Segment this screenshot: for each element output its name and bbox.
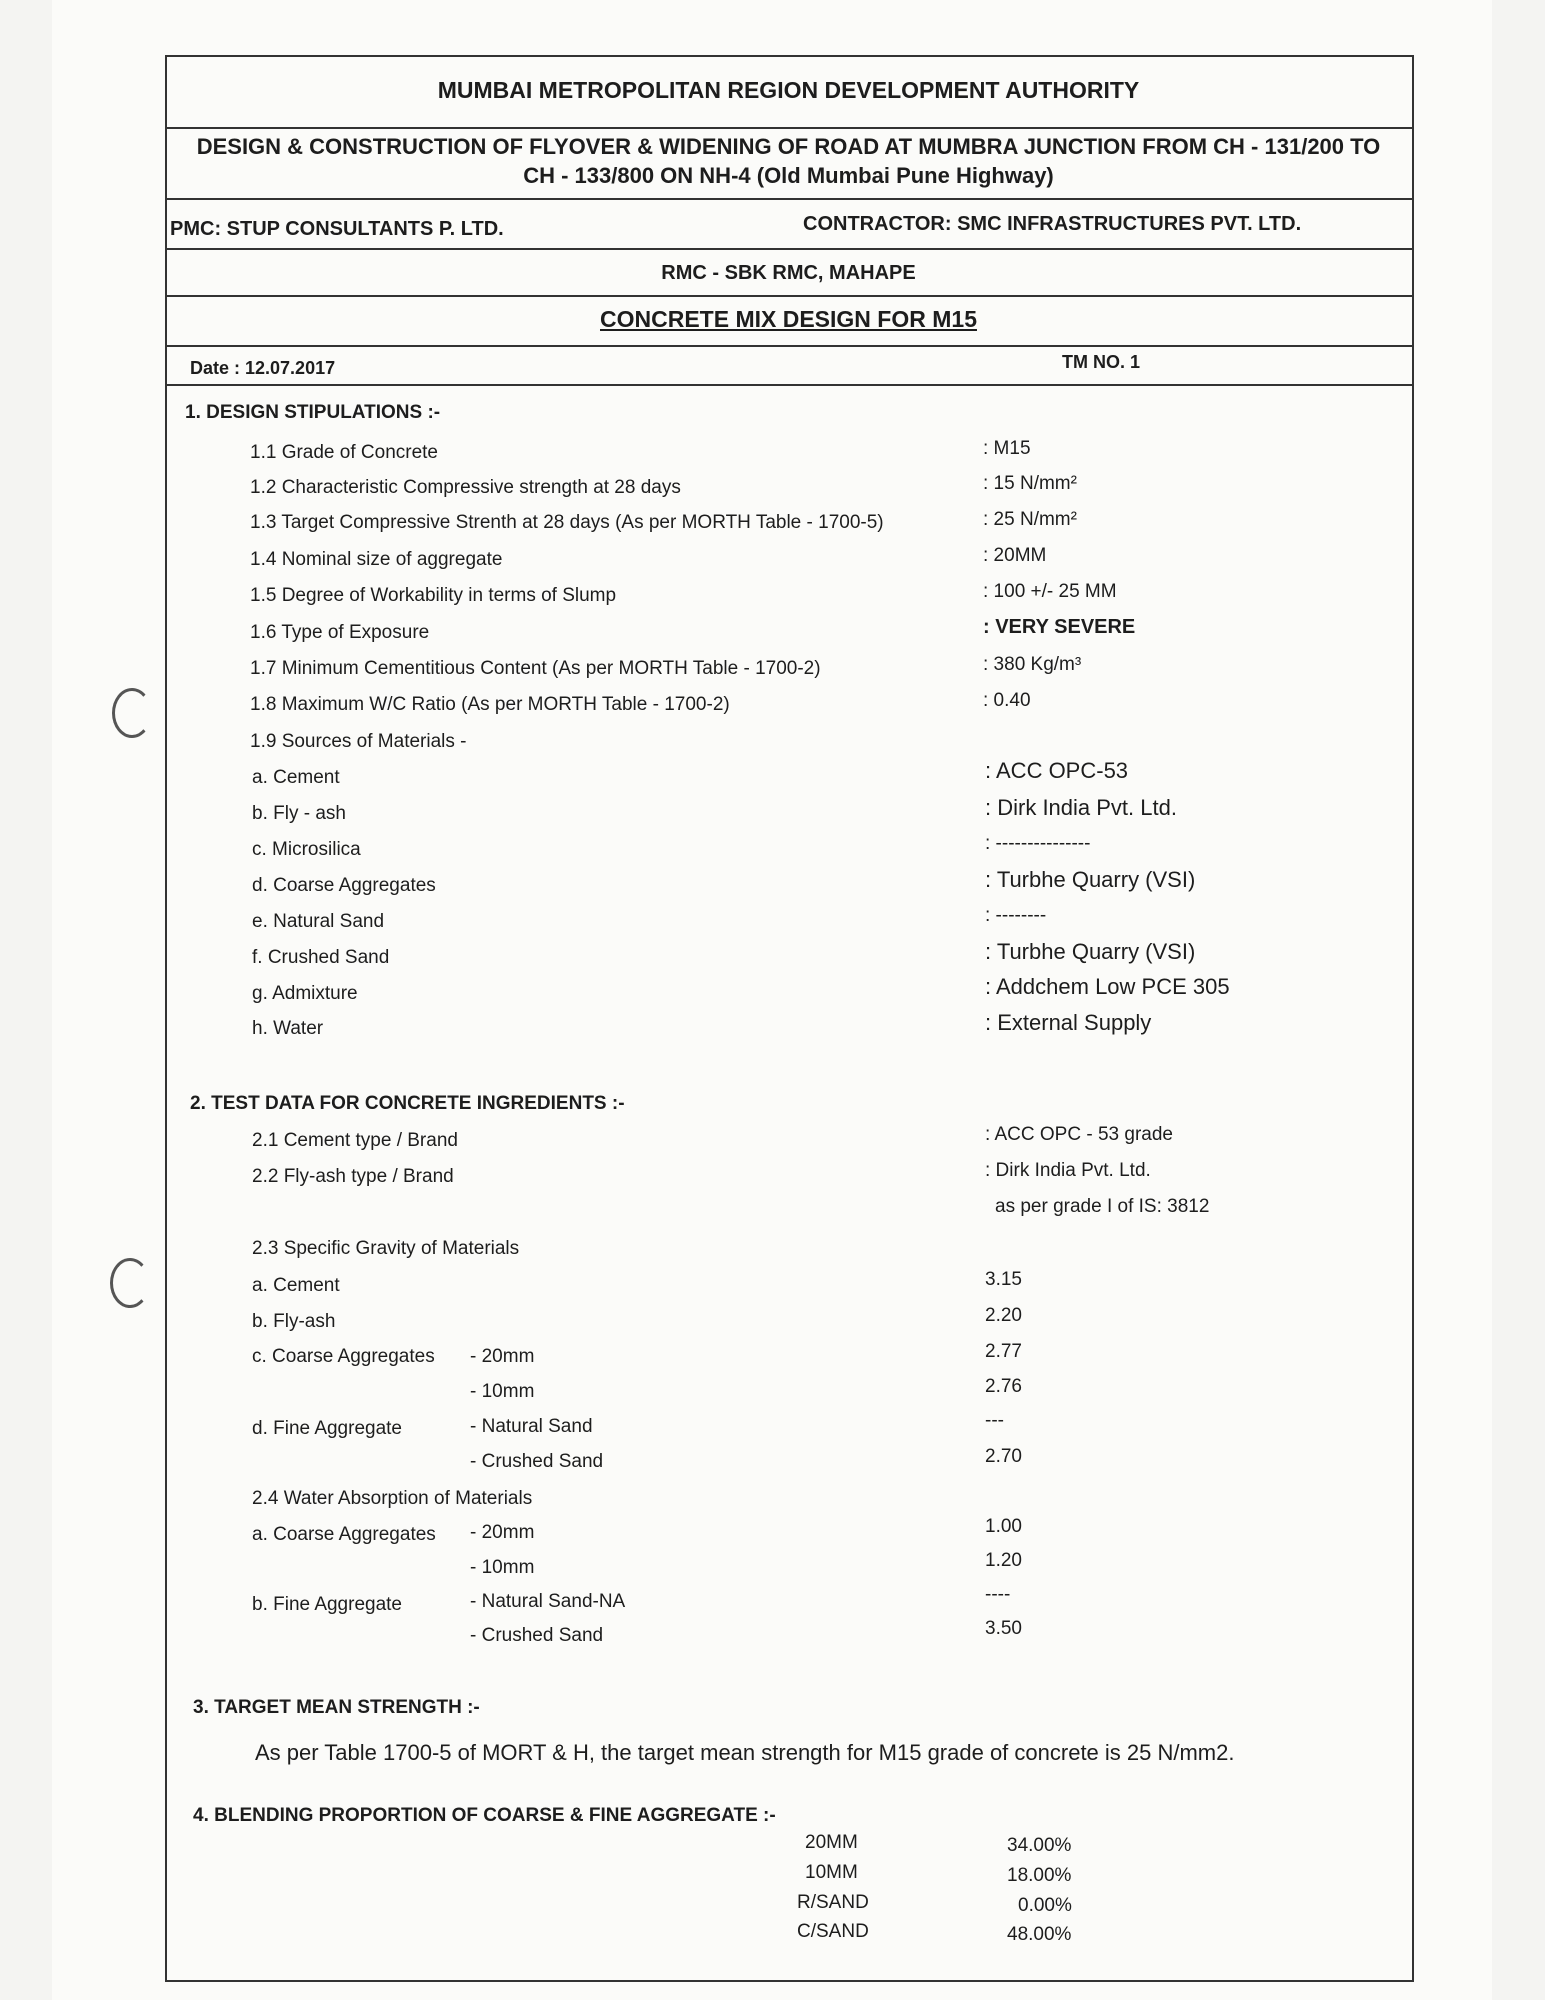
source-value: : Dirk India Pvt. Ltd. bbox=[985, 795, 1177, 820]
source-label: c. Microsilica bbox=[252, 839, 361, 860]
spec-value: : 100 +/- 25 MM bbox=[983, 581, 1117, 602]
spec-value: : 0.40 bbox=[983, 690, 1031, 711]
pmc-name: PMC: STUP CONSULTANTS P. LTD. bbox=[170, 218, 504, 240]
spec-value: : 20MM bbox=[983, 545, 1047, 566]
target-strength-text: As per Table 1700-5 of MORT & H, the target mean strength for M15 grade of concrete is 25 N/mm2. bbox=[255, 1740, 1235, 1765]
rule-after-date bbox=[165, 384, 1412, 386]
source-label: f. Crushed Sand bbox=[252, 947, 390, 968]
source-value: : Addchem Low PCE 305 bbox=[985, 974, 1230, 999]
wa-value: ---- bbox=[985, 1584, 1011, 1605]
blend-value: 0.00% bbox=[1018, 1895, 1072, 1916]
sg-size-label: - Crushed Sand bbox=[470, 1451, 604, 1472]
sg-value: 2.70 bbox=[985, 1446, 1022, 1467]
sg-size-label: - 20mm bbox=[470, 1346, 535, 1367]
project-title-line1: DESIGN & CONSTRUCTION OF FLYOVER & WIDENING OF ROAD AT MUMBRA JUNCTION FROM CH - 131/200 TO bbox=[196, 134, 1381, 159]
punch-hole-mark-top bbox=[112, 688, 152, 738]
spec-label: 1.5 Degree of Workability in terms of Slump bbox=[250, 585, 617, 606]
sg-material-label: a. Cement bbox=[252, 1275, 340, 1296]
source-label: b. Fly - ash bbox=[252, 803, 346, 824]
blend-label: C/SAND bbox=[797, 1921, 869, 1942]
source-label: a. Cement bbox=[252, 767, 340, 788]
source-value: : Turbhe Quarry (VSI) bbox=[985, 939, 1196, 964]
document-title: CONCRETE MIX DESIGN FOR M15 bbox=[600, 306, 977, 332]
spec-label: 1.1 Grade of Concrete bbox=[250, 442, 438, 463]
blend-value: 34.00% bbox=[1007, 1835, 1072, 1856]
sg-material-label: c. Coarse Aggregates bbox=[252, 1346, 435, 1367]
source-value: : -------- bbox=[985, 905, 1047, 926]
source-value: : --------------- bbox=[985, 833, 1091, 854]
source-value: : ACC OPC-53 bbox=[985, 758, 1129, 783]
document-date: Date : 12.07.2017 bbox=[190, 358, 336, 378]
source-label: e. Natural Sand bbox=[252, 911, 385, 932]
source-value: : Turbhe Quarry (VSI) bbox=[985, 867, 1196, 892]
spec-label: 1.7 Minimum Cementitious Content (As per MORTH Table - 1700-2) bbox=[250, 658, 821, 679]
sg-size-label: - 10mm bbox=[470, 1381, 535, 1402]
rule-after-title bbox=[165, 345, 1412, 347]
sg-size-label: - Natural Sand bbox=[470, 1416, 593, 1437]
source-label: g. Admixture bbox=[252, 983, 358, 1004]
rule-after-parties bbox=[165, 248, 1412, 250]
source-label: d. Coarse Aggregates bbox=[252, 875, 436, 896]
flyash-grade-note: as per grade I of IS: 3812 bbox=[995, 1196, 1210, 1217]
specific-gravity-heading: 2.3 Specific Gravity of Materials bbox=[252, 1238, 520, 1259]
rule-top bbox=[165, 55, 1412, 57]
blend-label: R/SAND bbox=[797, 1892, 869, 1913]
spec-value: : VERY SEVERE bbox=[983, 616, 1136, 638]
rmc-name: RMC - SBK RMC, MAHAPE bbox=[661, 262, 916, 284]
sg-material-label: b. Fly-ash bbox=[252, 1311, 336, 1332]
sg-value: --- bbox=[985, 1410, 1004, 1431]
rule-after-authority bbox=[165, 127, 1412, 129]
spec-value: : M15 bbox=[983, 438, 1031, 459]
flyash-brand-label: 2.2 Fly-ash type / Brand bbox=[252, 1166, 454, 1187]
spec-label: 1.3 Target Compressive Strenth at 28 days (As per MORTH Table - 1700-5) bbox=[250, 512, 884, 533]
spec-label: 1.9 Sources of Materials - bbox=[250, 731, 467, 752]
section3-heading: 3. TARGET MEAN STRENGTH :- bbox=[193, 1697, 480, 1718]
contractor-name: CONTRACTOR: SMC INFRASTRUCTURES PVT. LTD. bbox=[803, 213, 1302, 235]
spec-value: : 15 N/mm² bbox=[983, 473, 1077, 494]
spec-label: 1.4 Nominal size of aggregate bbox=[250, 549, 503, 570]
spec-value: : 380 Kg/m³ bbox=[983, 654, 1082, 675]
section4-heading: 4. BLENDING PROPORTION OF COARSE & FINE AGGREGATE :- bbox=[193, 1805, 776, 1826]
wa-size-label: - Natural Sand-NA bbox=[470, 1591, 626, 1612]
blend-label: 20MM bbox=[805, 1832, 858, 1853]
section1-heading: 1. DESIGN STIPULATIONS :- bbox=[185, 402, 441, 423]
wa-value: 1.20 bbox=[985, 1550, 1022, 1571]
wa-material-label: b. Fine Aggregate bbox=[252, 1594, 402, 1615]
sg-value: 2.76 bbox=[985, 1376, 1022, 1397]
cement-brand-label: 2.1 Cement type / Brand bbox=[252, 1130, 458, 1151]
blend-value: 18.00% bbox=[1007, 1865, 1072, 1886]
wa-size-label: - Crushed Sand bbox=[470, 1625, 604, 1646]
flyash-brand-value: : Dirk India Pvt. Ltd. bbox=[985, 1160, 1151, 1181]
rule-after-project bbox=[165, 198, 1412, 200]
source-value: : External Supply bbox=[985, 1010, 1152, 1035]
spec-value: : 25 N/mm² bbox=[983, 509, 1077, 530]
blend-value: 48.00% bbox=[1007, 1924, 1072, 1945]
section2-heading: 2. TEST DATA FOR CONCRETE INGREDIENTS :- bbox=[190, 1093, 625, 1114]
sg-material-label: d. Fine Aggregate bbox=[252, 1418, 402, 1439]
sg-value: 3.15 bbox=[985, 1269, 1022, 1290]
punch-hole-mark-bottom bbox=[110, 1258, 150, 1308]
sg-value: 2.77 bbox=[985, 1341, 1022, 1362]
spec-label: 1.8 Maximum W/C Ratio (As per MORTH Table - 1700-2) bbox=[250, 694, 730, 715]
wa-size-label: - 20mm bbox=[470, 1522, 535, 1543]
sg-value: 2.20 bbox=[985, 1305, 1022, 1326]
spec-label: 1.6 Type of Exposure bbox=[250, 622, 430, 643]
wa-value: 1.00 bbox=[985, 1516, 1022, 1537]
wa-material-label: a. Coarse Aggregates bbox=[252, 1524, 436, 1545]
cement-brand-value: : ACC OPC - 53 grade bbox=[985, 1124, 1173, 1145]
rule-after-rmc bbox=[165, 295, 1412, 297]
blend-label: 10MM bbox=[805, 1862, 858, 1883]
authority-name: MUMBAI METROPOLITAN REGION DEVELOPMENT AUTHORITY bbox=[437, 77, 1140, 103]
wa-size-label: - 10mm bbox=[470, 1557, 535, 1578]
project-title-line2: CH - 133/800 ON NH-4 (Old Mumbai Pune Highway) bbox=[523, 163, 1054, 188]
spec-label: 1.2 Characteristic Compressive strength at 28 days bbox=[250, 477, 681, 498]
tm-number: TM NO. 1 bbox=[1062, 352, 1141, 372]
source-label: h. Water bbox=[252, 1018, 324, 1039]
water-absorption-heading: 2.4 Water Absorption of Materials bbox=[252, 1488, 533, 1509]
wa-value: 3.50 bbox=[985, 1618, 1022, 1639]
